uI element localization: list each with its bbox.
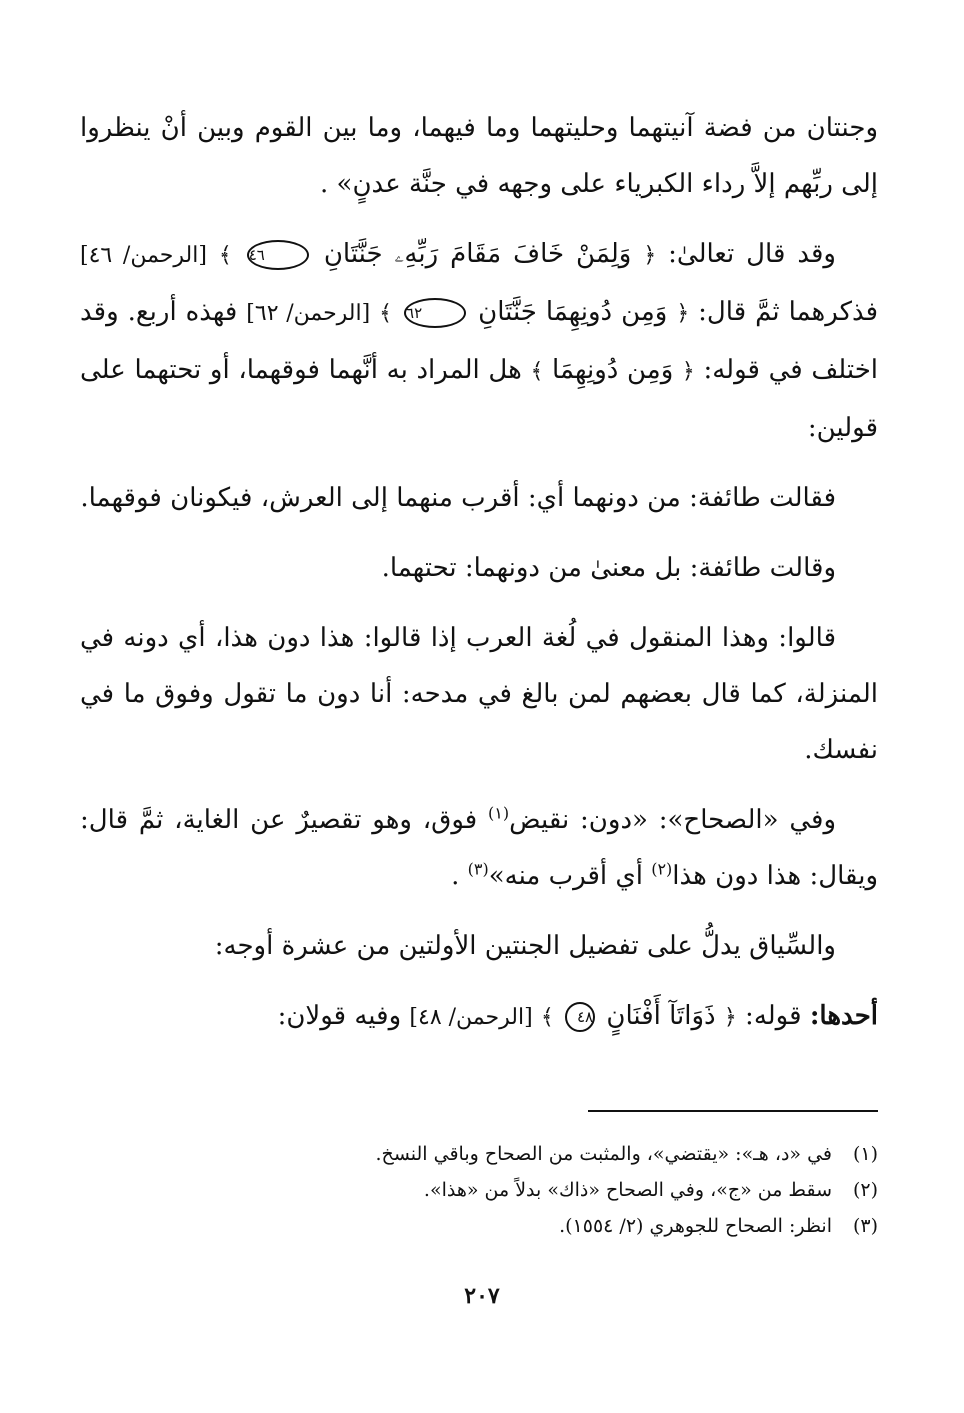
- quran-verse-3: [522, 355, 695, 385]
- paragraph-1: [80, 100, 878, 212]
- footnote-1: [86, 1136, 878, 1172]
- footnote-marker-2[interactable]: (٢): [651, 859, 673, 879]
- footnote-text: في «د، هـ»: «يقتضي»، والمثبت من الصحاح وباقي النسخ.: [375, 1143, 832, 1165]
- paragraph-3: [80, 470, 878, 526]
- footnote-text: سقط من «ج»، وفي الصحاح «ذاك» بدلاً من «هذا».: [423, 1179, 832, 1201]
- paragraph-2: [80, 226, 878, 456]
- paragraph-3-text: فقالت طائفة: من دونهما أي: أقرب منهما إلى العرش، فيكونان فوقهما.: [80, 483, 836, 513]
- verse-number-48: ٤٨: [565, 1002, 595, 1032]
- ornate-bracket-close: ﴾: [540, 1005, 554, 1030]
- footnote-2: [86, 1172, 878, 1208]
- ornate-bracket-open: ﴿: [681, 359, 695, 384]
- footnote-3: [86, 1208, 878, 1244]
- verse-4-text: ذَوَاتَآ أَفْنَانٍ: [606, 1001, 716, 1031]
- ornate-bracket-open: ﴿: [643, 243, 657, 268]
- paragraph-4: [80, 540, 878, 596]
- point-lead: أحدها:: [809, 1001, 878, 1031]
- paragraph-5-text: قالوا: وهذا المنقول في لُغة العرب إذا قالوا: هذا دون هذا، أي دونه في المنزلة، كما قال بعضهم لمن بالغ في مدحه: أنا دون ما تقول وفوق ما في نفسك.: [80, 623, 878, 765]
- p2-mid: فذكرهما ثمَّ قال:: [689, 297, 879, 327]
- p2-after-2: فهذه أربع. وقد اختلف في قوله:: [80, 297, 878, 385]
- footnotes: [86, 1136, 878, 1244]
- p6-part-d: .: [451, 861, 468, 891]
- quran-verse-2: [370, 297, 689, 327]
- ornate-bracket-close: ﴾: [530, 359, 544, 384]
- page-number: ٢٠٧: [464, 1283, 500, 1309]
- footnote-number: (٢): [852, 1179, 878, 1201]
- quran-verse-4: [533, 1001, 737, 1031]
- footnote-number: (٣): [852, 1215, 878, 1237]
- ornate-bracket-open: ﴿: [676, 301, 690, 326]
- p6-part-c: أي أقرب منه»: [488, 861, 652, 891]
- surah-reference-1: [الرحمن/ ٤٦]: [80, 243, 207, 268]
- p8-part-a: قوله:: [736, 1001, 802, 1031]
- paragraph-4-text: وقالت طائفة: بل معنىٰ من دونهما: تحتهما.: [381, 553, 836, 583]
- paragraph-5: [80, 610, 878, 778]
- page-body: [80, 100, 878, 1060]
- p6-part-a: وفي «الصحاح»: «دون: نقيض: [509, 805, 836, 835]
- ornate-bracket-open: ﴿: [723, 1005, 737, 1030]
- p6-part-b: فوق، وهو تقصيرٌ عن الغاية، ثمَّ قال: ويقال: هذا دون هذا: [80, 805, 878, 891]
- verse-3-text: وَمِن دُونِهِمَا: [552, 355, 674, 385]
- verse-2-text: وَمِن دُونِهِمَا جَنَّتَانِ: [478, 297, 668, 327]
- p2-before: وقد قال تعالىٰ:: [656, 239, 836, 269]
- p8-part-b: وفيه قولان:: [277, 1001, 402, 1031]
- footnote-marker-1[interactable]: (١): [488, 803, 510, 823]
- verse-number-46: ٤٦: [247, 240, 309, 270]
- footnote-number: (١): [852, 1143, 878, 1165]
- surah-reference-2: [الرحمن/ ٦٢]: [246, 301, 371, 326]
- paragraph-7-text: والسِّياق يدلُّ على تفضيل الجنتين الأولتين من عشرة أوجه:: [214, 931, 836, 961]
- paragraph-7: [80, 918, 878, 974]
- footnote-text: انظر: الصحاح للجوهري (٢/ ١٥٥٤).: [559, 1215, 832, 1237]
- paragraph-1-text: وجنتان من فضة آنيتهما وحليتهما وما فيهما، وما بين القوم وبين أنْ ينظروا إلى ربِّهم إلاَّ رداء الكبرياء على وجهه في جنَّة عدنٍ» .: [80, 113, 878, 199]
- surah-reference-3: [الرحمن/ ٤٨]: [409, 1005, 533, 1030]
- ornate-bracket-close: ﴾: [218, 243, 232, 268]
- paragraph-6: [80, 792, 878, 904]
- ornate-bracket-close: ﴾: [379, 301, 393, 326]
- footnote-divider: [588, 1110, 878, 1112]
- quran-verse-1: [207, 239, 656, 269]
- verse-number-62: ٦٢: [404, 298, 466, 328]
- p2-after-3: هل المراد به أنَّهما فوقهما، أو تحتهما على قولين:: [80, 355, 878, 443]
- verse-1-text: وَلِمَنْ خَافَ مَقَامَ رَبِّهِۦ جَنَّتَانِ: [323, 239, 632, 269]
- paragraph-8: [80, 988, 878, 1046]
- footnote-marker-3[interactable]: (٣): [467, 859, 489, 879]
